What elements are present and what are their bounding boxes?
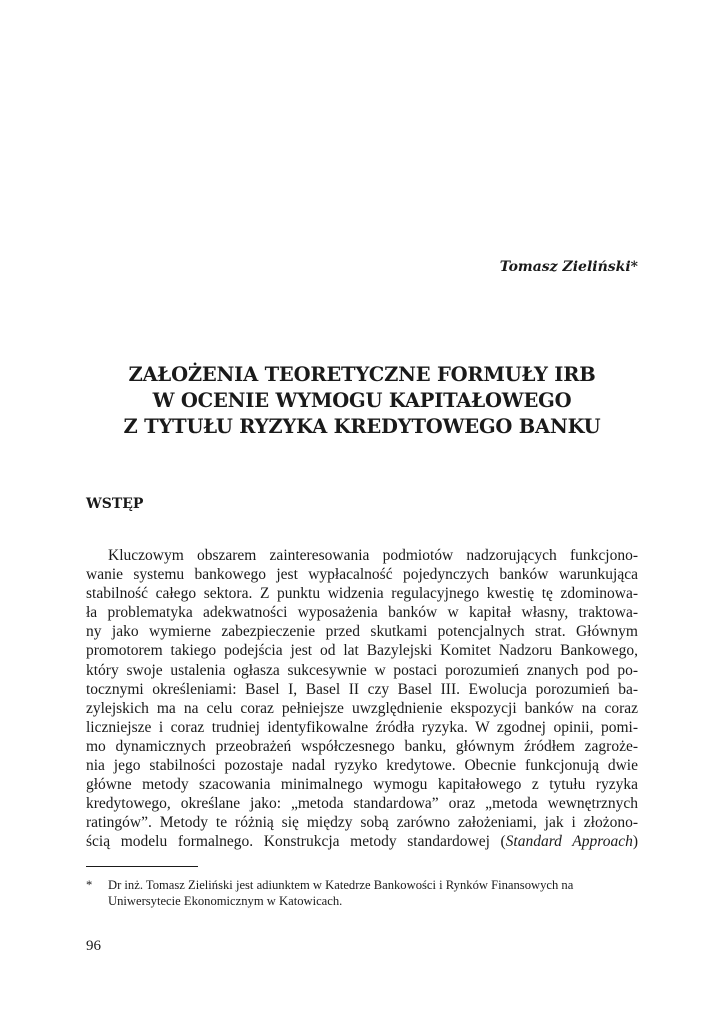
author-name: Tomasz Zieliński* [499, 259, 638, 275]
body-line: ny jako wymierne zabezpieczenie przed skutkami potencjalnych strat. Głównym [86, 623, 638, 641]
footnote-divider [86, 866, 198, 867]
page-number: 96 [86, 938, 101, 954]
body-line: liczniejsze i coraz trudniej identyfikowalne źródła ryzyka. W zgodnej opinii, pomi- [86, 718, 638, 736]
body-line: zylejskich ma na celu coraz pełniejsze uwzględnienie ekspozycji banków na coraz [86, 699, 638, 717]
body-line: tocznymi określeniami: Basel I, Basel II czy Basel III. Ewolucja porozumień ba- [86, 680, 638, 698]
footnote-line: Uniwersytecie Ekonomicznym w Katowicach. [108, 894, 343, 908]
title-line: ZAŁOŻENIA TEORETYCZNE FORMUŁY IRB [128, 363, 596, 386]
body-line: główne metody szacowania minimalnego wymogu kapitałowego z tytułu ryzyka [86, 776, 638, 794]
body-line: Kluczowym obszarem zainteresowania podmiotów nadzorujących funkcjono- [108, 547, 638, 564]
body-line: kredytowego, określane jako: „metoda standardowa” oraz „metoda wewnętrznych [86, 795, 638, 813]
body-line: promotorem takiego podejścia jest od lat Bazylejski Komitet Nadzoru Bankowego, [86, 642, 638, 660]
footnote-marker: * [86, 878, 93, 892]
body-line-last [86, 832, 638, 851]
body-line: mo dynamicznych przeobrażeń współczesnego banku, głównym źródłem zagroże- [86, 737, 638, 755]
body-text [86, 546, 638, 852]
body-line: ratingów”. Metody te różnią się między sobą zarówno założeniami, jak i złożono- [86, 814, 638, 832]
body-line: stabilność całego sektora. Z punktu widzenia regulacyjnego kwestię tę zdominowa- [86, 585, 638, 603]
footnote-text [108, 877, 638, 909]
body-italic-term: Standard Approach [505, 833, 633, 851]
body-line: nia jego stabilności pozostaje nadal ryzyko kredytowe. Obecnie funkcjonują dwie [86, 757, 638, 775]
body-line-close: ) [632, 833, 638, 851]
section-heading: WSTĘP [86, 496, 144, 512]
footnote [86, 877, 638, 909]
title-line: Z TYTUŁU RYZYKA KREDYTOWEGO BANKU [123, 415, 601, 438]
title-line: W OCENIE WYMOGU KAPITAŁOWEGO [152, 389, 572, 412]
body-line: wanie systemu bankowego jest wypłacalność pojedynczych banków warunkująca [86, 566, 638, 584]
footnote-line: Dr inż. Tomasz Zieliński jest adiunktem w Katedrze Bankowości i Rynków Finansowych na [108, 878, 574, 892]
article-title [86, 362, 638, 440]
body-line: który swoje ustalenia ogłasza sukcesywnie w postaci porozumień znanych pod po- [86, 661, 638, 679]
body-line-text: ścią modelu formalnego. Konstrukcja metody standardowej ( [86, 833, 506, 851]
body-line: ła problematyka adekwatności wyposażenia banków w kapitał własny, traktowa- [86, 604, 638, 622]
